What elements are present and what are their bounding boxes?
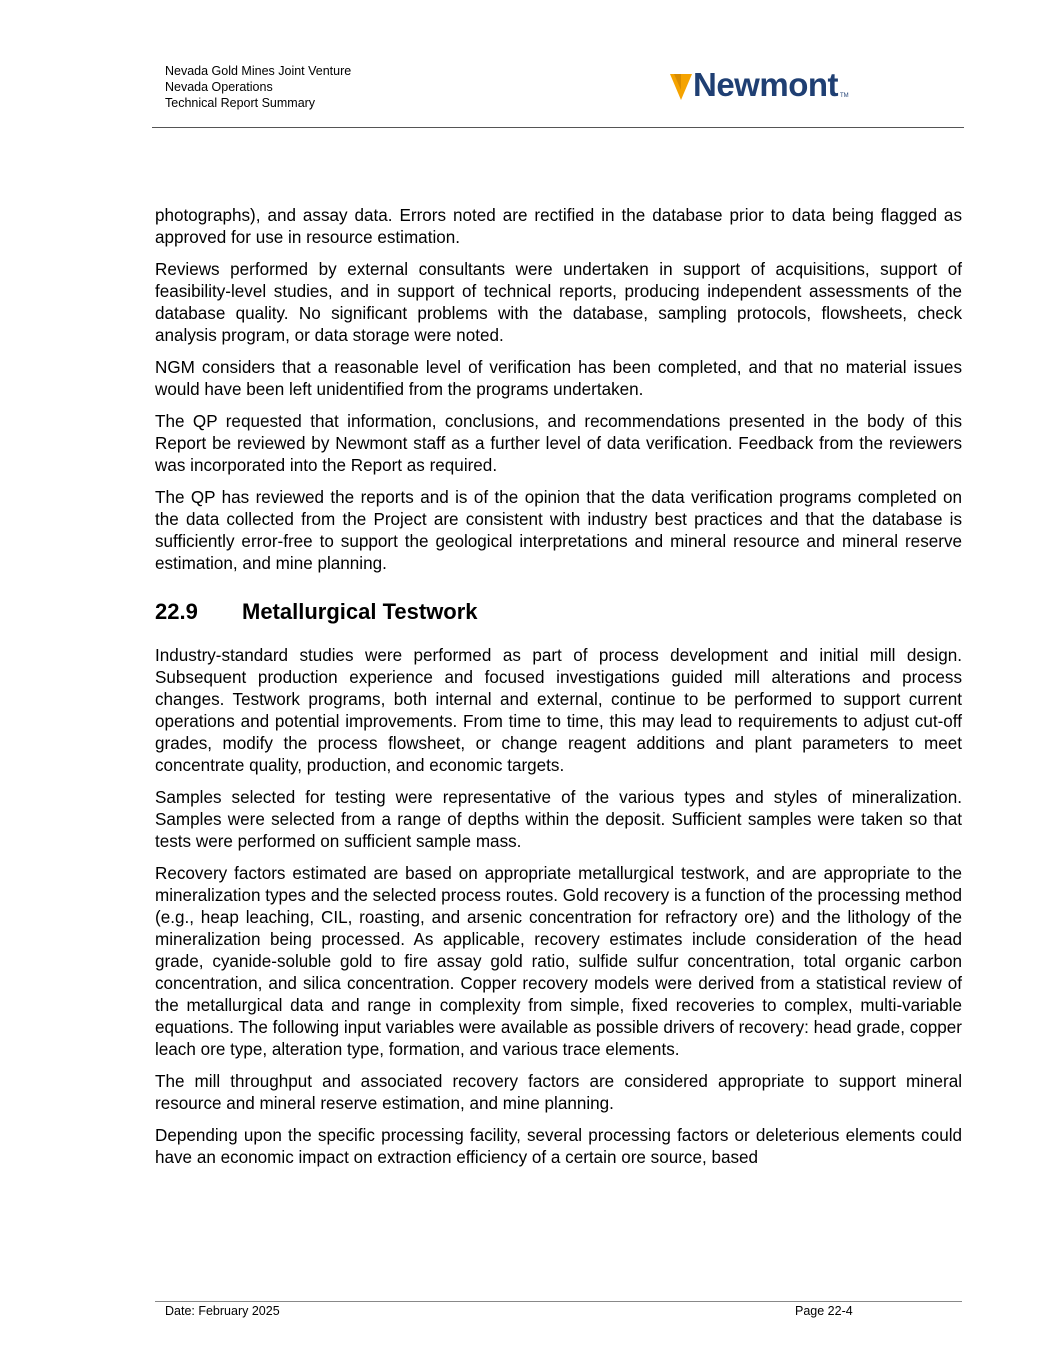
header-line-company: Nevada Gold Mines Joint Venture: [165, 64, 352, 78]
logo-wordmark: Newmont: [693, 66, 838, 103]
header-line-operations: Nevada Operations: [165, 80, 273, 94]
header-line-report-type: Technical Report Summary: [165, 96, 316, 110]
paragraph: Depending upon the specific processing facility, several processing factors or deleterious elements could have an economic impact on extraction efficiency of a certain ore source, based: [155, 1126, 962, 1167]
footer-date: Date: February 2025: [165, 1304, 280, 1318]
paragraph: NGM considers that a reasonable level of verification has been completed, and that no material issues would have been left unidentified from the programs undertaken.: [155, 358, 962, 399]
logo-trademark: TM: [840, 93, 849, 99]
section-heading: [155, 598, 962, 626]
newmont-triangle-icon: [670, 72, 692, 102]
footer-divider: [155, 1301, 962, 1302]
document-body: [155, 205, 962, 1179]
section-number: 22.9: [155, 599, 198, 624]
paragraph: Samples selected for testing were representative of the various types and styles of mineralization. Samples were selected from a range of depths within the deposit. Sufficient samples were taken so that tests were performed on sufficient sample mass.: [155, 788, 962, 851]
paragraph: The QP has reviewed the reports and is of the opinion that the data verification programs completed on the data collected from the Project are consistent with industry best practices and that the database is sufficiently error-free to support the geological interpretations and mineral resource and mineral reserve estimation, and mine planning.: [155, 488, 962, 573]
newmont-logo: [670, 66, 849, 102]
paragraph: The QP requested that information, conclusions, and recommendations presented in the body of this Report be reviewed by Newmont staff as a further level of data verification. Feedback from the reviewers was incorporated into the Report as required.: [155, 412, 962, 475]
paragraph: Recovery factors estimated are based on appropriate metallurgical testwork, and are appropriate to the mineralization types and the selected process routes. Gold recovery is a function of the processing method (e.g., heap leaching, CIL, roasting, and arsenic concentration for refractory ore) and the lithology of the mineralization being processed. As applicable, recovery estimates include consideration of the head grade, cyanide-soluble gold to fire assay gold ratio, sulfide sulfur concentration, total organic carbon concentration, and silica concentration. Copper recovery models were derived from a statistical review of the metallurgical data and range in complexity from simple, fixed recoveries to complex, multi-variable equations. The following input variables were available as possible drivers of recovery: head grade, copper leach ore type, alteration type, formation, and various trace elements.: [155, 864, 962, 1059]
header-divider: [152, 127, 964, 128]
page-number: Page 22-4: [795, 1304, 853, 1318]
paragraph: Reviews performed by external consultants were undertaken in support of acquisitions, support of feasibility-level studies, and in support of technical reports, producing independent assessments of the database quality. No significant problems with the database, sampling protocols, flowsheets, check analysis program, or data storage were noted.: [155, 260, 962, 345]
section-title: Metallurgical Testwork: [242, 599, 478, 624]
paragraph: The mill throughput and associated recovery factors are considered appropriate to support mineral resource and mineral reserve estimation, and mine planning.: [155, 1072, 962, 1113]
paragraph: Industry-standard studies were performed as part of process development and initial mill design. Subsequent production experience and focused investigations guided mill alterations and process changes. Testwork programs, both internal and external, continue to be performed to support current operations and potential improvements. From time to time, this may lead to requirements to adjust cut-off grades, modify the process flowsheet, or change reagent additions and plant parameters to meet concentrate quality, production, and economic targets.: [155, 646, 962, 775]
paragraph: photographs), and assay data. Errors noted are rectified in the database prior to data being flagged as approved for use in resource estimation.: [155, 206, 962, 247]
header-info: [165, 63, 351, 111]
